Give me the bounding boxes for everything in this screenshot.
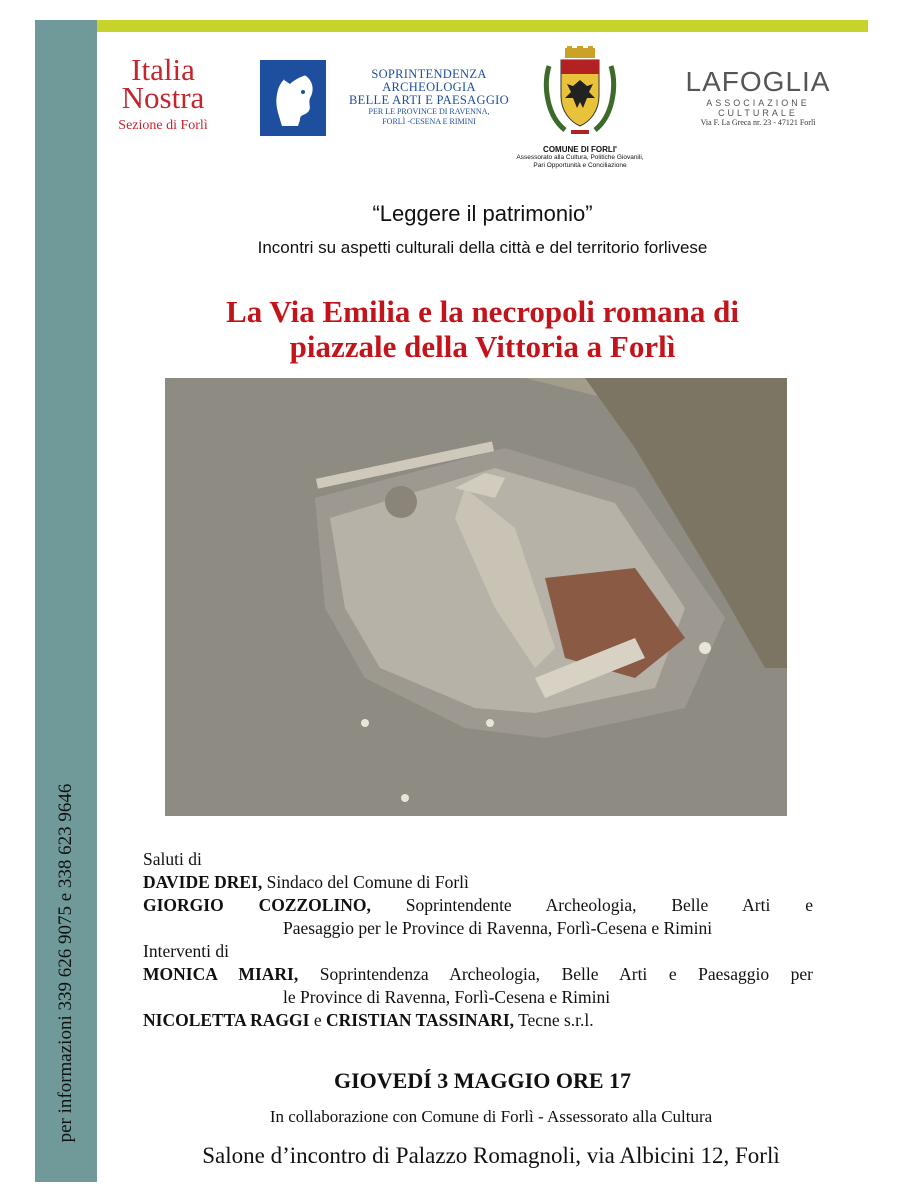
speaker-miari <box>143 963 813 986</box>
italia-nostra-logo <box>98 52 228 142</box>
speaker-raggi-tassinari <box>143 1009 813 1032</box>
speaker-and: e <box>309 1010 326 1030</box>
italia-nostra-section: Sezione di Forlì <box>118 118 208 133</box>
soprintendenza-line4: PER LE PROVINCE DI RAVENNA, <box>368 107 490 116</box>
contact-phone-info: per informazioni 339 626 9075 e 338 623 9646 <box>55 783 76 1143</box>
speaker-cozzolino <box>143 894 813 917</box>
soprintendenza-line1: SOPRINTENDENZA <box>371 67 487 81</box>
speaker-raggi-name: NICOLETTA RAGGI <box>143 1010 310 1030</box>
soprintendenza-line2: ARCHEOLOGIA <box>382 80 476 94</box>
comune-name: COMUNE DI FORLI' <box>543 145 617 154</box>
saluti-label: Saluti di <box>143 849 202 869</box>
event-venue: Salone d’incontro di Palazzo Romagnoli, via Albicini 12, Forlì <box>202 1143 780 1168</box>
lafoglia-subtitle: ASSOCIAZIONE CULTURALE <box>706 98 810 118</box>
speaker-tassinari-role: Tecne s.r.l. <box>514 1010 594 1030</box>
lafoglia-logo <box>665 66 851 127</box>
main-title-line2: piazzale della Vittoria a Forlì <box>289 329 676 364</box>
speaker-miari-role-a: Soprintendenza Archeologia, Belle Arti e Paesaggio per <box>298 964 813 984</box>
speaker-tassinari-name: CRISTIAN TASSINARI, <box>325 1010 515 1030</box>
soprintendenza-head-icon <box>260 60 326 136</box>
italia-nostra-line1: Italia <box>131 52 195 87</box>
interventi-label: Interventi di <box>143 941 230 961</box>
speaker-drei-role: Sindaco del Comune di Forlì <box>262 872 469 892</box>
soprintendenza-line3: BELLE ARTI E PAESAGGIO <box>349 93 509 107</box>
comune-office-line1: Assessorato alla Cultura, Politiche Giovanili, <box>516 154 644 161</box>
main-title-line1: La Via Emilia e la necropoli romana di <box>226 294 739 329</box>
comune-crest-icon <box>535 46 625 138</box>
excavation-photo <box>165 378 787 816</box>
collaboration-note: In collaborazione con Comune di Forlì - Assessorato alla Cultura <box>269 1107 713 1126</box>
top-accent-bar <box>97 20 868 32</box>
comune-forli-logo <box>490 46 670 170</box>
soprintendenza-line5: FORLÌ -CESENA E RIMINI <box>382 117 476 126</box>
main-title <box>97 294 868 364</box>
lafoglia-address: Via F. La Greca nr. 23 - 47121 Forlì <box>700 118 816 127</box>
speaker-miari-name: MONICA MIARI, <box>143 964 299 984</box>
event-date: GIOVEDÍ 3 MAGGIO ORE 17 <box>333 1068 632 1093</box>
italia-nostra-line2: Nostra <box>121 80 205 115</box>
speaker-drei <box>143 871 813 894</box>
series-subtitle: Incontri su aspetti culturali della città e del territorio forlivese <box>257 238 708 257</box>
speaker-cozzolino-role-a: Soprintendente Archeologia, Belle Arti e <box>370 895 813 915</box>
speaker-cozzolino-role-b: Paesaggio per le Province di Ravenna, Forlì-Cesena e Rimini <box>283 918 713 938</box>
series-title: “Leggere il patrimonio” <box>372 201 593 226</box>
speaker-drei-name: DAVIDE DREI, <box>143 872 263 892</box>
speaker-miari-role-b: le Province di Ravenna, Forlì-Cesena e Rimini <box>283 987 611 1007</box>
speaker-cozzolino-name: GIORGIO COZZOLINO, <box>143 895 371 915</box>
lafoglia-name: LAFOGLIA <box>685 66 831 97</box>
comune-office-line2: Pari Opportunità e Conciliazione <box>533 162 627 169</box>
speakers-program <box>143 848 813 1032</box>
